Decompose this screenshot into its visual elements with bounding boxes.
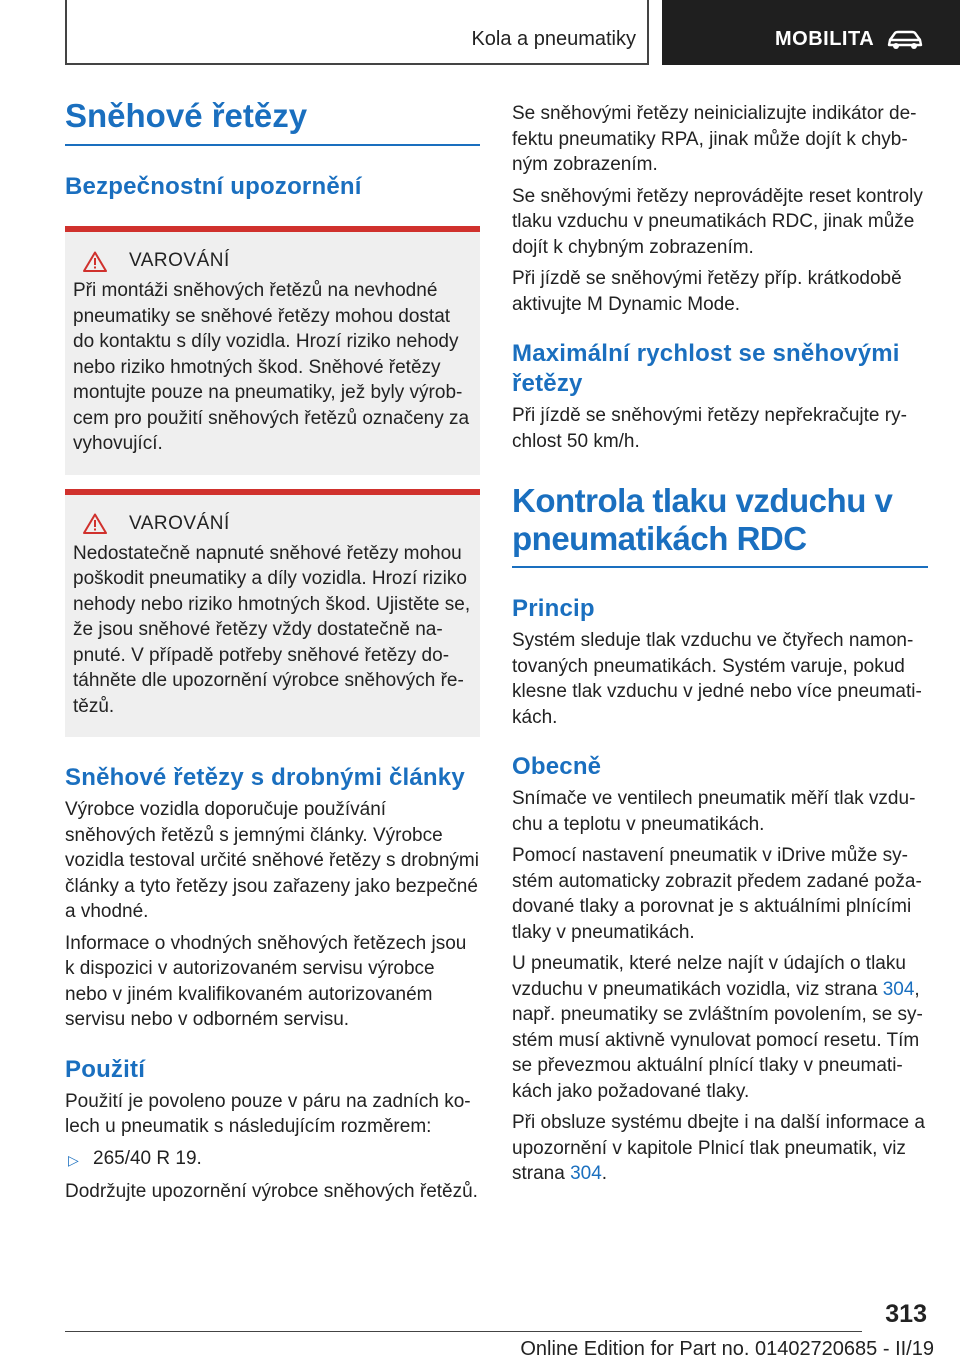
warning-box-1 <box>65 226 480 475</box>
warning-label: VAROVÁNÍ <box>129 512 230 534</box>
page-title: Sněhové řetězy <box>65 97 308 134</box>
warning-box-2 <box>65 489 480 738</box>
paragraph <box>512 951 928 1104</box>
warning-text: Nedostatečně napnuté sněhové řetězy mohou poškodit pneumatiky a díly vozidla. Hrozí riziko nehody nebo riziko hmotných škod. Ujistěte se, že jsou sněhové řetězy vždy dostatečně napnuté. V případě potřeby sněhové řetězy dotáhněte dle upozornění výrobce sněhových řetězů. <box>73 542 471 717</box>
paragraph: Informace o vhodných sněhových řetězech jsou k dispozici v autorizovaném servisu výrobce nebo v jiném kvalifikovaném autorizovaném servisu nebo v odborném servisu. <box>65 932 467 1030</box>
paragraph-text: Při obsluze systému dbejte i na další informace a upozornění v kapitole Plnicí tlak pneumatik, viz strana <box>512 1112 925 1184</box>
header-underline <box>65 63 649 65</box>
warning-triangle-icon <box>83 251 107 272</box>
warning-label: VAROVÁNÍ <box>129 250 230 271</box>
page-reference-link[interactable]: 304 <box>882 978 915 1000</box>
header-section-title: Kola a pneumatiky <box>471 28 636 50</box>
left-column <box>65 96 480 1211</box>
header-chapter-tab <box>662 0 960 65</box>
footer-edition: Online Edition for Part no. 01402720685 - II/19 <box>520 1338 934 1360</box>
paragraph-text: , např. pneumatiky se zvláštním povolením, se systém musí aktivně vynulovat pomocí resetu. Tím se převezmou aktuální plnící tlaky v pneumatikách jako požadované tlaky. <box>512 978 923 1102</box>
paragraph: Systém sleduje tlak vzduchu ve čtyřech namontovaných pneumatikách. Systém varuje, pokud klesne tlak vzduchu v jedné nebo více pneumatikách. <box>512 630 922 728</box>
paragraph: Použití je povoleno pouze v páru na zadních kolech u pneumatik s následujícím rozměrem: <box>65 1090 471 1137</box>
paragraph: Se sněhovými řetězy neinicializujte indikátor defektu pneumatiky RPA, jinak může dojít k chybným zobrazením. <box>512 103 917 175</box>
paragraph: Pomocí nastavení pneumatik v iDrive může systém automaticky zobrazit předem zadané požadované tlaky a porovnat je s aktuálními plnícími tlaky v pneumatikách. <box>512 845 922 943</box>
list-item-text: 265/40 R 19. <box>93 1147 202 1169</box>
right-column <box>512 101 928 1193</box>
footer-rule <box>65 1331 862 1332</box>
page-number: 313 <box>885 1300 927 1328</box>
safety-heading: Bezpečnostní upozornění <box>65 173 362 200</box>
car-icon <box>887 30 923 50</box>
paragraph: Při jízdě se sněhovými řetězy příp. krátkodobě aktivujte M Dynamic Mode. <box>512 268 902 315</box>
paragraph: Dodržujte upozornění výrobce sněhových řetězů. <box>65 1181 478 1202</box>
header-divider-left <box>65 0 67 64</box>
page-reference-link[interactable]: 304 <box>570 1163 602 1184</box>
principle-heading: Princip <box>512 595 595 622</box>
warning-triangle-icon <box>83 513 107 534</box>
paragraph: Se sněhovými řetězy neprovádějte reset kontroly tlaku vzduchu v pneumatikách RDC, jinak může dojít k chybným zobrazením. <box>512 185 923 258</box>
paragraph: Snímače ve ventilech pneumatik měří tlak vzduchu a teplotu v pneumatikách. <box>512 788 916 835</box>
header-chapter-label: MOBILITA <box>775 28 875 50</box>
paragraph-text: U pneumatik, které nelze najít v údajích o tlaku vzduchu v pneumatikách vozidla, viz strana <box>512 953 906 1000</box>
use-heading: Použití <box>65 1055 146 1083</box>
warning-text: Při montáži sněhových řetězů na nevhodné pneumatiky se sněhové řetězy mohou dostat do kontaktu s díly vozidla. Hrozí riziko nehody nebo riziko hmotných škod. Sněhové řetězy montujte pouze na pneumatiky, jež byly výrobcem pro použití sněhových řetězů označeny za vyhovující. <box>73 280 470 454</box>
paragraph: Při jízdě se sněhovými řetězy nepřekračujte rychlost 50 km/h. <box>512 405 907 452</box>
title-rule <box>512 566 928 568</box>
header-divider-mid <box>647 0 649 64</box>
triangle-bullet-icon: ▷ <box>68 1151 79 1168</box>
title-rule <box>65 144 480 146</box>
general-heading: Obecně <box>512 753 602 780</box>
rdc-section-title: Kontrola tlaku vzduchu v pneumatikách RDC <box>512 482 893 557</box>
fine-chains-heading: Sněhové řetězy s drobnými články <box>65 764 465 791</box>
paragraph: Výrobce vozidla doporučuje používání sněhových řetězů s jemnými články. Výrobce vozidla testoval určité sněhové řetězy s drobnými články a tyto řetězy jsou zařazeny jako bezpečné a vhodné. <box>65 799 479 922</box>
paragraph <box>512 1110 928 1187</box>
paragraph-text: . <box>601 1163 608 1184</box>
max-speed-heading: Maximální rychlost se sněhovými řetězy <box>512 340 900 397</box>
list-item <box>65 1146 480 1174</box>
